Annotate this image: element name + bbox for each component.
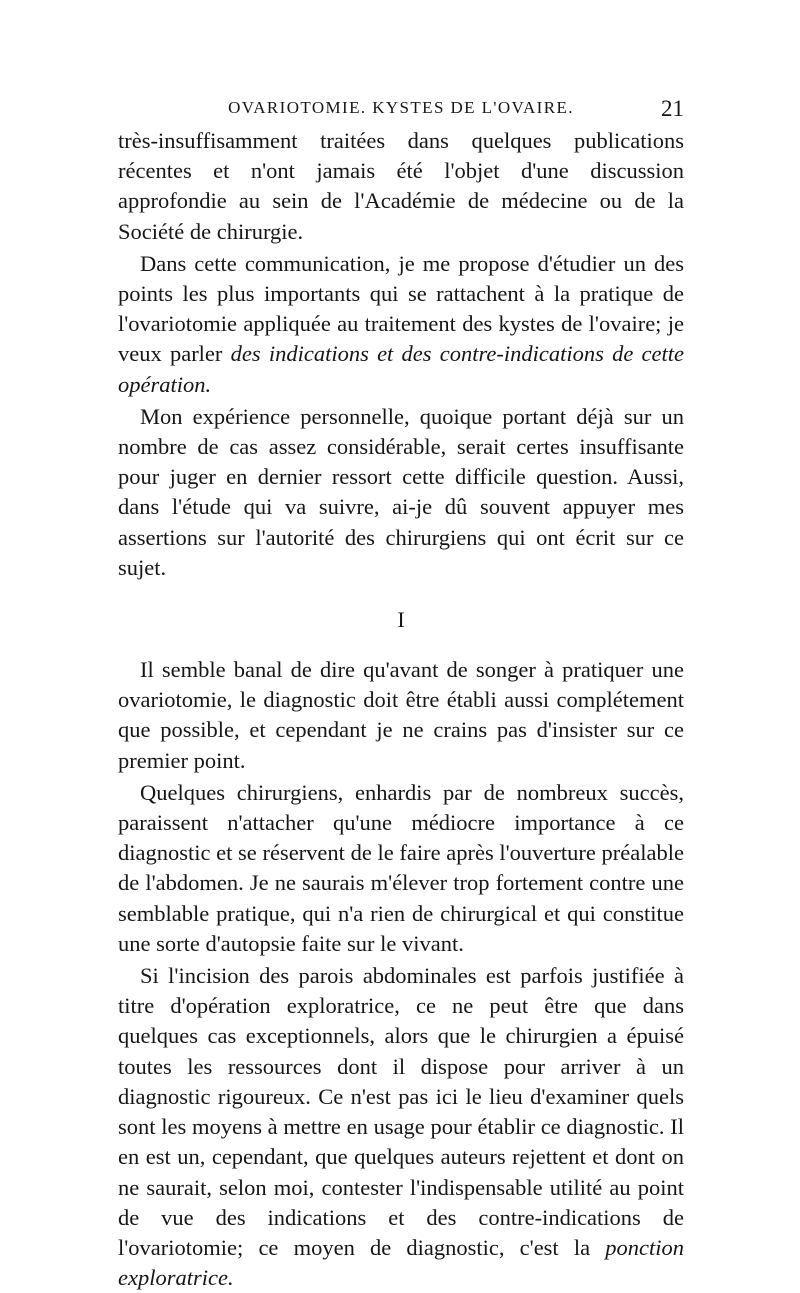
paragraph-communication: [118, 249, 684, 400]
section-heading: I: [397, 607, 405, 633]
italic-phrase: des indications et des contre-indications de cette opération.: [118, 341, 684, 397]
paragraph-experience: Mon expérience personnelle, quoique portant déjà sur un nombre de cas assez considérable, serait certes insuffisante pour juger en dernier ressort cette difficile question. Aussi, dans l'étude qui va suivre, ai-je dû souvent appuyer mes assertions sur l'autorité des chirurgiens qui ont écrit sur ce sujet.: [118, 403, 684, 580]
page-number: 21: [661, 96, 684, 121]
page-header: [118, 96, 684, 126]
italic-phrase: ponction exploratrice.: [118, 1234, 684, 1291]
page-body: [118, 126, 684, 1293]
paragraph-diagnostic: Il semble banal de dire qu'avant de songer à pratiquer une ovariotomie, le diagnostic doit être établi aussi complétement que possible, et cependant je ne crains pas d'insister sur ce premier point.: [118, 657, 684, 773]
paragraph-incision: [118, 961, 684, 1293]
paragraph-text: Dans cette communication, je me propose d'étudier un des points les plus importants qui se rattachent à la pratique de l'ovariotomie appliquée au traitement des kystes de l'ovaire; je veux parler: [118, 250, 684, 367]
paragraph-surgeons: Quelques chirurgiens, enhardis par de nombreux succès, paraissent n'attacher qu'une médiocre importance à ce diagnostic et se réservent de le faire après l'ouverture préalable de l'abdomen. Je ne saurais m'élever trop fortement contre une semblable pratique, qui n'a rien de chirurgical et qui constitue une sorte d'autopsie faite sur le vivant.: [118, 779, 684, 956]
paragraph-continued: très-insuffisamment traitées dans quelques publications récentes et n'ont jamais été l'objet d'une discussion approfondie au sein de l'Académie de médecine ou de la Société de chirurgie.: [118, 128, 684, 244]
paragraph-text: Si l'incision des parois abdominales est parfois justifiée à titre d'opération exploratrice, ce ne peut être que dans quelques cas exceptionnels, alors que le chirurgien a épuisé toutes les ressources dont il dispose pour arriver à un diagnostic rigoureux. Ce n'est pas ici le lieu d'examiner quels sont les moyens à mettre en usage pour établir ce diagnostic. Il en est un, cependant, que quelques auteurs rejettent et dont on ne saurait, selon moi, contester l'indispensable utilité au point de vue des indications et des contre-indications de l'ovariotomie; ce moyen de diagnostic, c'est la: [118, 963, 684, 1260]
running-head: OVARIOTOMIE. KYSTES DE L'OVAIRE.: [228, 98, 574, 117]
